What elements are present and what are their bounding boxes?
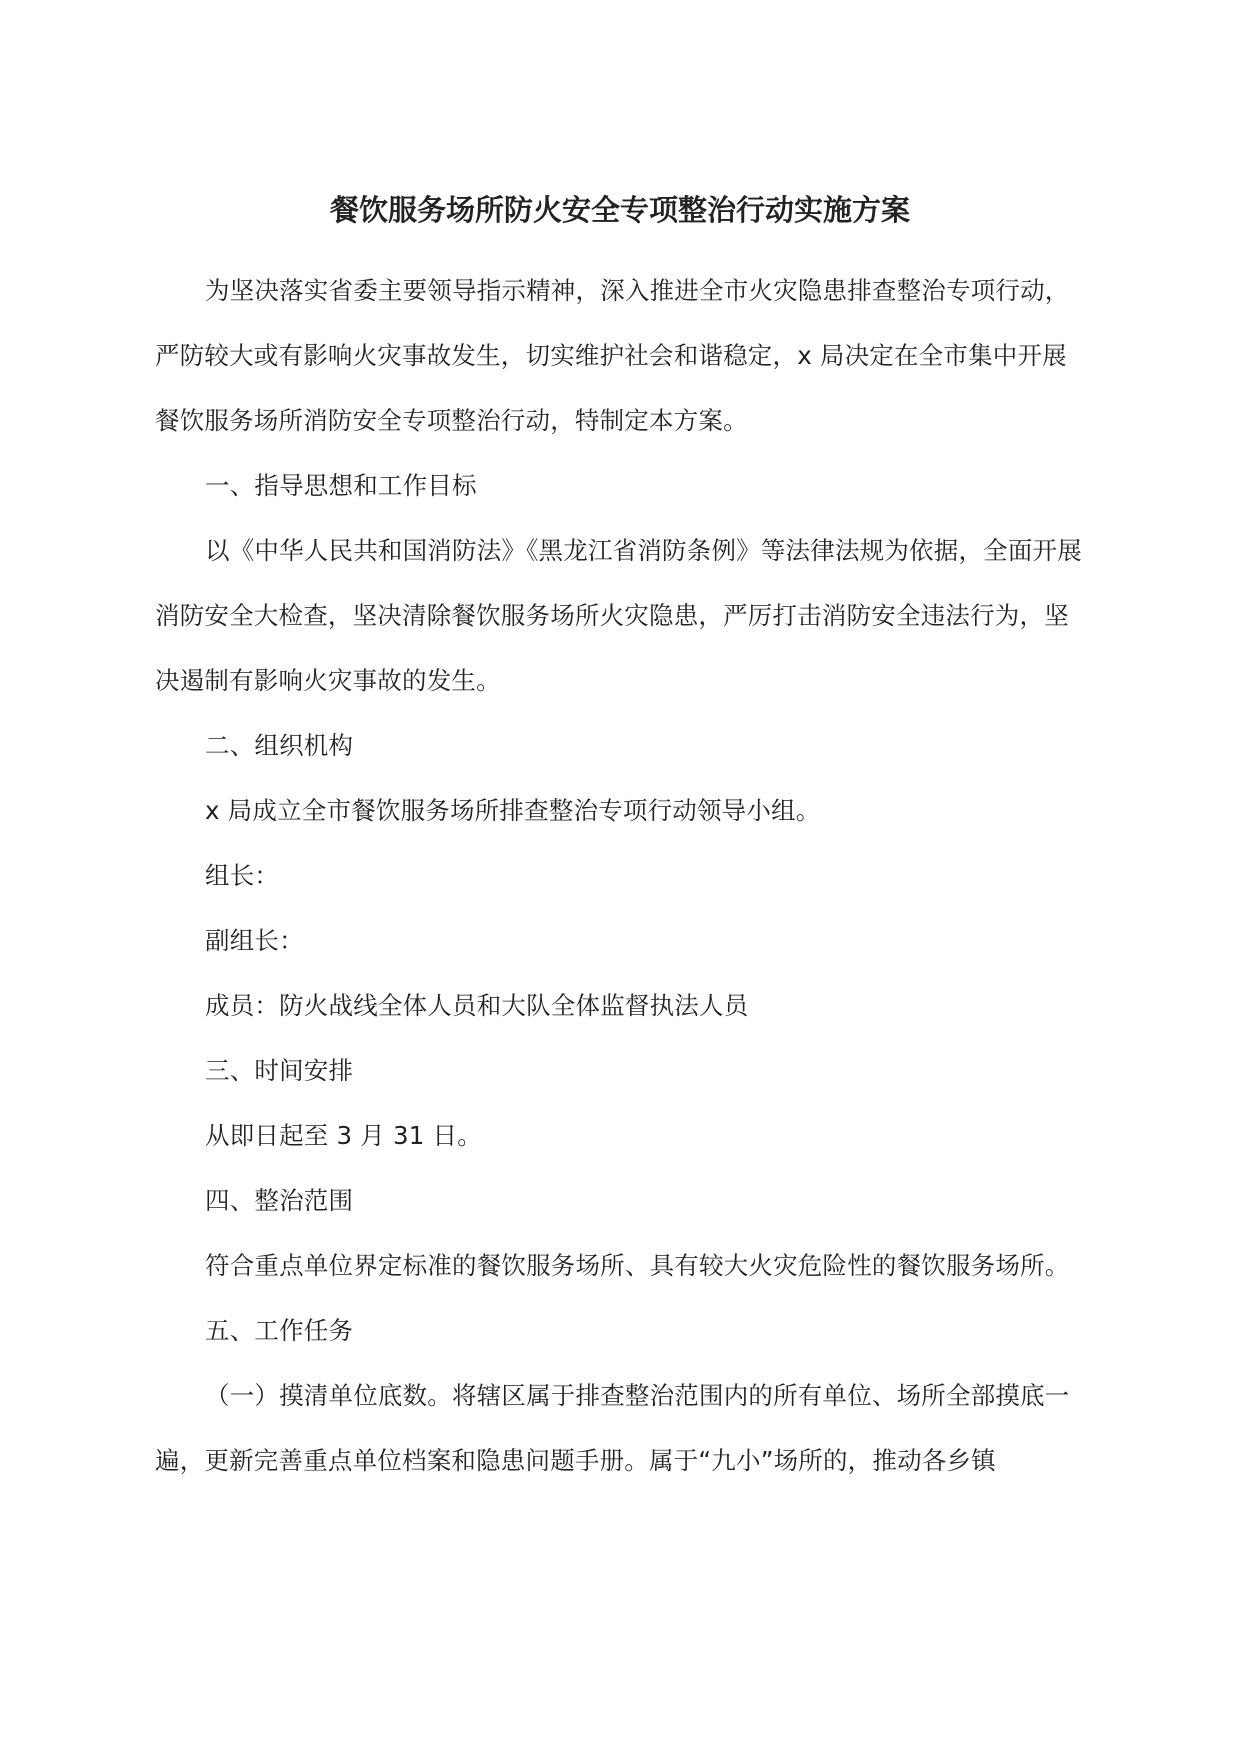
- paragraph-members: 成员：防火战线全体人员和大队全体监督执法人员: [205, 991, 749, 1020]
- section-heading-tasks: 五、工作任务: [205, 1316, 354, 1345]
- paragraph-schedule: 从即日起至 3 月 31 日。: [205, 1121, 482, 1150]
- paragraph-deputy-leader: 副组长：: [205, 926, 304, 955]
- document-body: [155, 258, 1085, 1493]
- document-title: 餐饮服务场所防火安全专项整治行动实施方案: [329, 193, 910, 227]
- section-heading-schedule: 三、时间安排: [205, 1056, 354, 1085]
- section-heading-guiding-ideology: 一、指导思想和工作目标: [205, 471, 477, 500]
- paragraph-task-one: （一）摸清单位底数。将辖区属于排查整治范围内的所有单位、场所全部摸底一遍，更新完善重点单位档案和隐患问题手册。属于“九小”场所的，推动各乡镇: [155, 1381, 1070, 1475]
- paragraph-intro: 为坚决落实省委主要领导指示精神，深入推进全市火灾隐患排查整治专项行动，严防较大或有影响火灾事故发生，切实维护社会和谐稳定，x 局决定在全市集中开展餐饮服务场所消防安全专项整治行动，特制定本方案。: [155, 276, 1070, 435]
- section-heading-organization: 二、组织机构: [205, 731, 354, 760]
- paragraph-group-leader: 组长：: [205, 861, 280, 890]
- paragraph-organization: x 局成立全市餐饮服务场所排查整治专项行动领导小组。: [205, 796, 821, 825]
- section-heading-scope: 四、整治范围: [205, 1186, 354, 1215]
- paragraph-scope: 符合重点单位界定标准的餐饮服务场所、具有较大火灾危险性的餐饮服务场所。: [205, 1251, 1070, 1280]
- paragraph-guiding-ideology: 以《中华人民共和国消防法》《黑龙江省消防条例》等法律法规为依据，全面开展消防安全大检查，坚决清除餐饮服务场所火灾隐患，严厉打击消防安全违法行为，坚决遏制有影响火灾事故的发生。: [155, 536, 1082, 695]
